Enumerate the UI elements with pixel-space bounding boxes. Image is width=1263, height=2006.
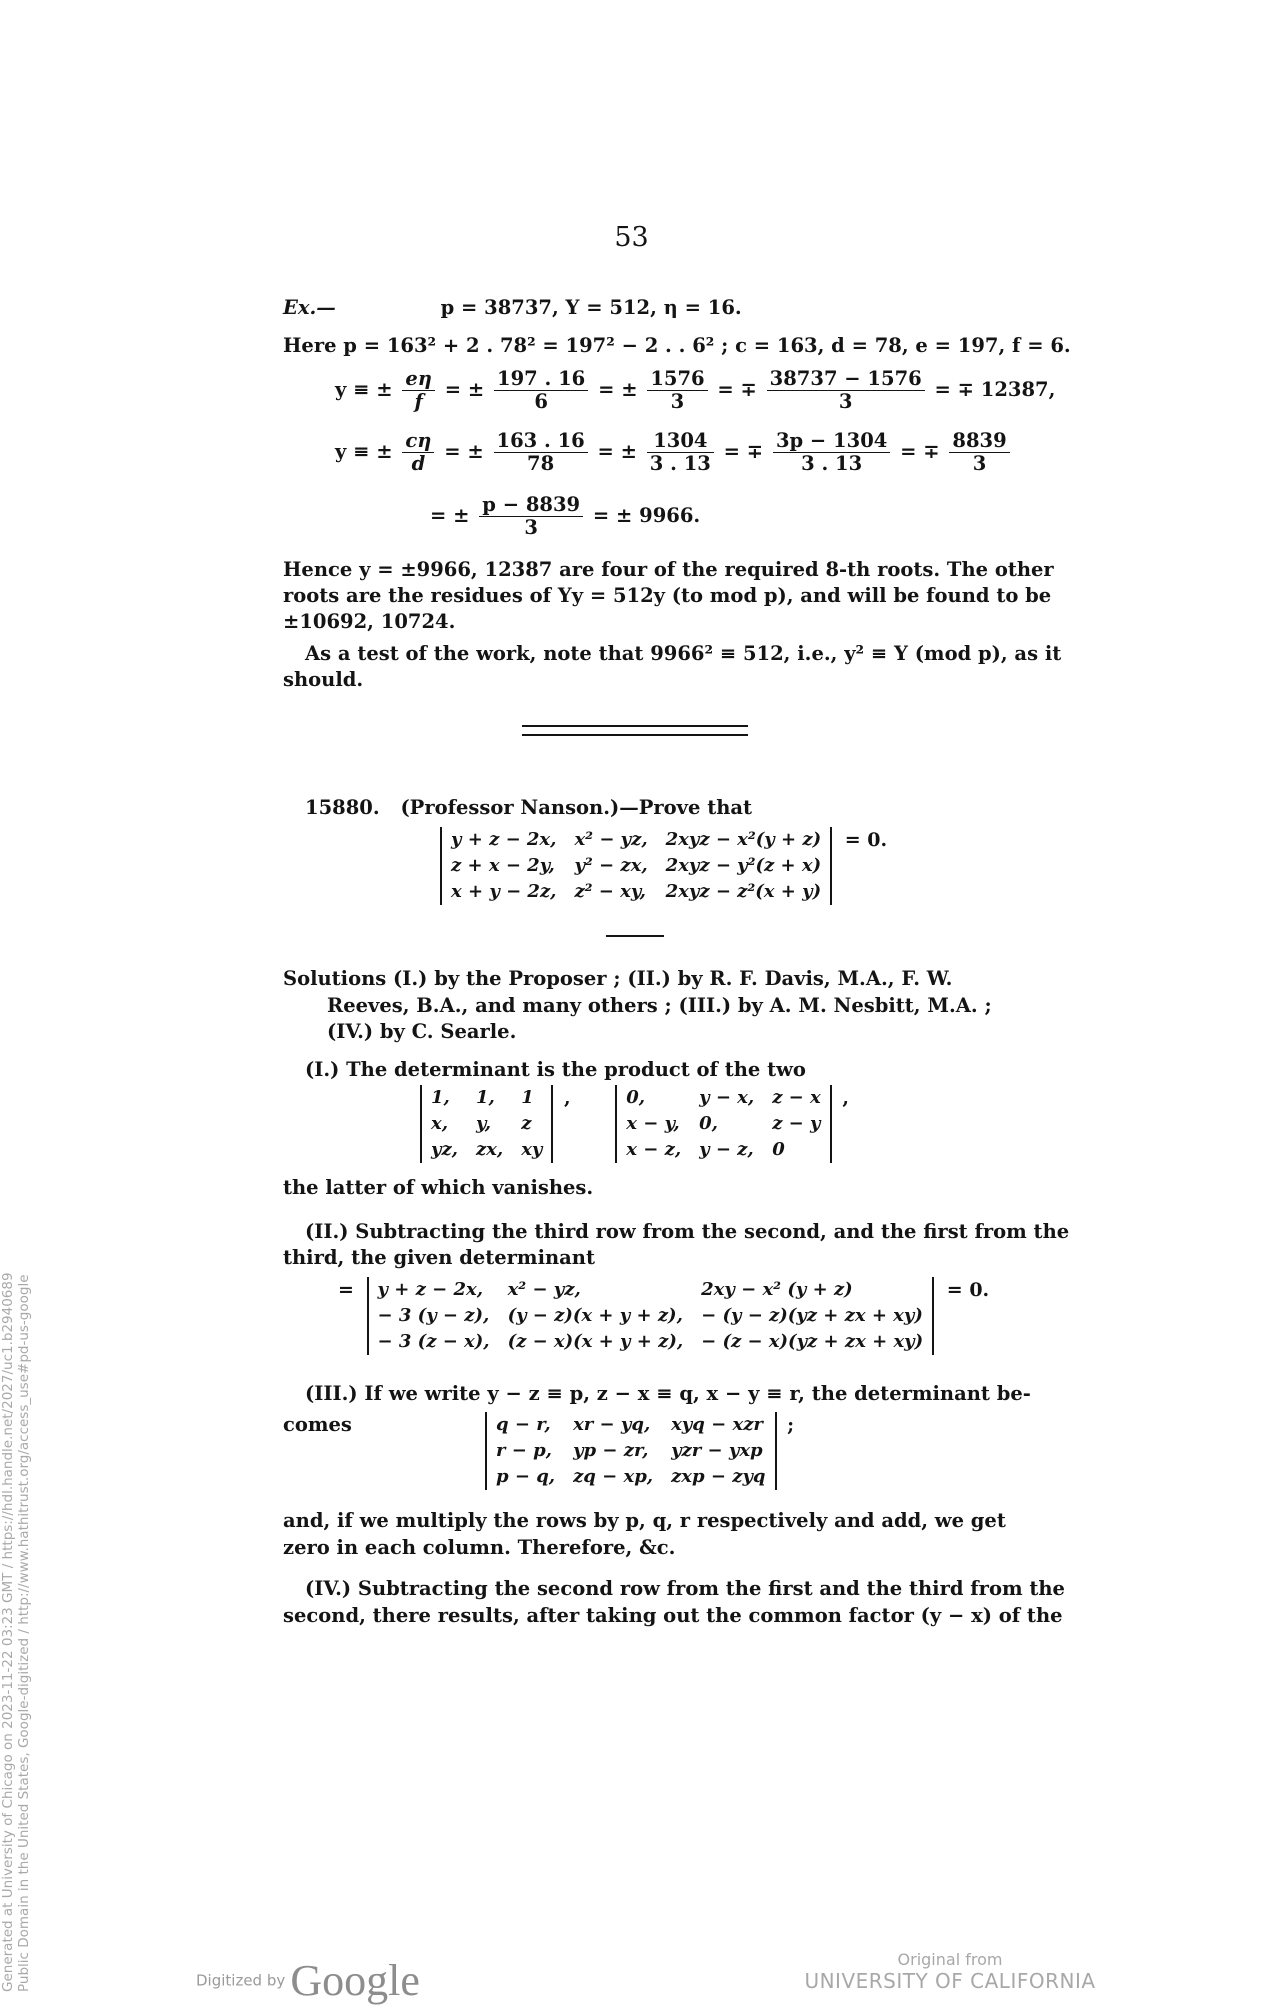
fraction: $\frac{c\eta}{d}$	[402, 430, 434, 475]
solutions-line-2: Reeves, B.A., and many others ; (III.) by A. M. Nesbitt, M.A. ;	[327, 994, 992, 1017]
solution-1-after: the latter of which vanishes.	[283, 1176, 594, 1199]
hence-line-1: Hence y = ±9966, 12387 are four of the required 8-th roots. The other	[283, 558, 1054, 581]
determinant-b: 0, y − x, z − x x − y, 0, z − y x − z, y − z, 0	[615, 1085, 832, 1163]
solution-1-determinants: 1, 1, 1 x, y, z yz, zx, xy , 0, y − x, z − x x − y, 0, z − y x − z, y − z, 0 ,	[420, 1085, 849, 1163]
determinant: q − r, xr − yq, xyq − xzr r − p, yp − zr, yzr − yxp p − q, zq − xp, zxp − zyq	[485, 1412, 777, 1490]
equation-1: y ≡ ± $\frac{e\eta}{f}$ = ± $\frac{197 . 16}{6}$ = ± $\frac{1576}{3}$ = ∓ $\frac{38737 - 1576}{3}$ = ∓ 12387,	[335, 367, 1056, 413]
solution-2-line-2: third, the given determinant	[283, 1246, 595, 1269]
here-line: Here p = 163² + 2 . 78² = 197² − 2 . . 6² ; c = 163, d = 78, e = 197, f = 6.	[283, 334, 1071, 357]
problem-number: 15880.	[305, 796, 380, 819]
problem-equation: y + z − 2x, x² − yz, 2xyz − x²(y + z) z + x − 2y, y² − zx, 2xyz − y²(z + x) x + y − 2z, z² − xy, 2xyz − z²(x + y) = 0.	[440, 827, 887, 905]
solution-3-line-1: (III.) If we write y − z ≡ p, z − x ≡ q, x − y ≡ r, the determinant be-	[305, 1382, 1031, 1405]
fraction: $\frac{1576}{3}$	[647, 368, 707, 413]
google-logo: Google	[290, 1956, 420, 2005]
small-divider	[606, 935, 664, 937]
fraction: $\frac{1304}{3 . 13}$	[647, 430, 714, 475]
solution-3-after-2: zero in each column. Therefore, &c.	[283, 1536, 676, 1559]
solution-4-line-1: (IV.) Subtracting the second row from the first and the third from the	[305, 1577, 1065, 1600]
fraction: $\frac{e\eta}{f}$	[402, 368, 435, 413]
solution-3-after-1: and, if we multiply the rows by p, q, r respectively and add, we get	[283, 1509, 1006, 1532]
example-values: p = 38737, Y = 512, η = 16.	[440, 296, 742, 319]
problem-text: (Professor Nanson.)—Prove that	[400, 796, 753, 819]
page-number: 53	[614, 222, 649, 253]
solution-2-equation: = y + z − 2x, x² − yz, 2xy − x² (y + z) − 3 (y − z), (y − z)(x + y + z), − (y − z)(yz + zx + xy) − 3 (z − x), (z − x)(x + y + z), − (z − x)(yz + zx + xy) = 0.	[338, 1277, 989, 1355]
determinant-a: 1, 1, 1 x, y, z yz, zx, xy	[420, 1085, 553, 1163]
fraction: $\frac{197 . 16}{6}$	[494, 368, 588, 413]
solution-3-determinant: q − r, xr − yq, xyq − xzr r − p, yp − zr, yzr − yxp p − q, zq − xp, zxp − zyq ;	[485, 1412, 794, 1490]
original-from: Original from UNIVERSITY OF CALIFORNIA	[804, 1950, 1096, 1993]
fraction: $\frac{38737 - 1576}{3}$	[767, 368, 925, 413]
fraction: $\frac{8839}{3}$	[949, 430, 1009, 475]
determinant: y + z − 2x, x² − yz, 2xy − x² (y + z) − 3 (y − z), (y − z)(x + y + z), − (y − z)(yz + zx + xy) − 3 (z − x), (z − x)(x + y + z), − (z − x)(yz + zx + xy)	[367, 1277, 935, 1355]
solution-2-line-1: (II.) Subtracting the third row from the second, and the first from the	[305, 1220, 1070, 1243]
equation-2: y ≡ ± $\frac{c\eta}{d}$ = ± $\frac{163 . 16}{78}$ = ± $\frac{1304}{3 . 13}$ = ∓ $\frac{3p - 1304}{3 . 13}$ = ∓ $\frac{8839}{3}$	[335, 430, 1013, 475]
hence-line-2: roots are the residues of Yy = 512y (to mod p), and will be found to be	[283, 584, 1052, 607]
solution-1-text: (I.) The determinant is the product of the two	[305, 1058, 806, 1081]
problem-heading	[305, 795, 752, 821]
example-label: Ex.—	[283, 296, 336, 319]
section-divider	[522, 725, 748, 736]
fraction: $\frac{163 . 16}{78}$	[494, 430, 588, 475]
solutions-line-3: (IV.) by C. Searle.	[327, 1020, 517, 1043]
determinant: y + z − 2x, x² − yz, 2xyz − x²(y + z) z + x − 2y, y² − zx, 2xyz − y²(z + x) x + y − 2z, z² − xy, 2xyz − z²(x + y)	[440, 827, 832, 905]
test-line-2: should.	[283, 668, 364, 691]
example-line	[283, 295, 742, 321]
fraction: $\frac{3p - 1304}{3 . 13}$	[773, 430, 890, 475]
test-line-1: As a test of the work, note that 9966² ≡ 512, i.e., y² ≡ Y (mod p), as it	[305, 642, 1062, 665]
solutions-line-1: Solutions (I.) by the Proposer ; (II.) by R. F. Davis, M.A., F. W.	[283, 967, 953, 990]
hathitrust-watermark: Generated at University of Chicago on 2023-11-22 03:23 GMT / https://hdl.handle.net/2027/uc1.b2940689 Public Domain in the United States, Google-digitized / http://www.hathitrust.org/access_use#pd-us-google	[0, 1272, 32, 1992]
solution-3-comes: comes	[283, 1413, 352, 1436]
digitized-by-google: Digitized by Google	[196, 1956, 420, 2005]
hence-line-3: ±10692, 10724.	[283, 610, 456, 633]
equation-3: = ± $\frac{p - 8839}{3}$ = ± 9966.	[430, 493, 701, 539]
solution-4-line-2: second, there results, after taking out the common factor (y − x) of the	[283, 1604, 1063, 1627]
fraction: $\frac{p - 8839}{3}$	[479, 494, 583, 539]
